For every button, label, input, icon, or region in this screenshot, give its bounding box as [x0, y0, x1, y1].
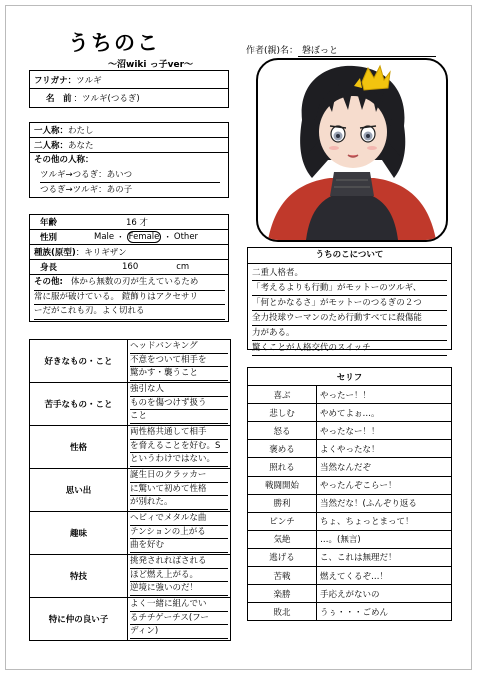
other-pronouns-label: その他の人称： — [34, 155, 94, 165]
serifu-line: 当然なんだぞ — [317, 458, 452, 476]
sex-option-male: Male — [94, 232, 115, 242]
name-box — [29, 70, 229, 108]
profile-row — [30, 426, 231, 469]
profile-line: 不意をついて相手を — [130, 354, 228, 368]
profile-row — [30, 383, 231, 426]
serifu-line: …。(無言) — [317, 530, 452, 548]
profile-line: 驚かす・襲うこと — [130, 367, 228, 381]
serifu-situation: 喜ぶ — [248, 386, 317, 404]
profile-line: ディン) — [130, 625, 228, 639]
page-title: うちのこ — [68, 31, 160, 55]
serifu-row — [248, 422, 452, 440]
profile-line: テンションの上がる — [130, 526, 228, 540]
character-illustration — [258, 60, 446, 240]
profile-label: 好きなもの・こと — [30, 340, 128, 383]
name-value: ：ツルギ(つるぎ) — [73, 94, 140, 104]
profile-label: 苦手なもの・こと — [30, 383, 128, 426]
profile-line: 強引な人 — [130, 383, 228, 397]
first-person-value: わたし — [68, 126, 94, 136]
other-pronouns-list — [30, 168, 228, 198]
serifu-row — [248, 603, 452, 621]
serifu-row — [248, 386, 452, 404]
serifu-situation: 怒る — [248, 422, 317, 440]
other-label: その他: — [34, 277, 63, 287]
serifu-row — [248, 567, 452, 585]
serifu-line: 当然だな！(ふんぞり返る — [317, 494, 452, 512]
pronouns-box — [29, 122, 229, 198]
furigana-value: ツルギ — [76, 75, 102, 86]
profile-row — [30, 340, 231, 383]
serifu-situation: 苦戦 — [248, 567, 317, 585]
about-line: 「考えるよりも行動」がモットーのツルギ、 — [252, 281, 447, 296]
serifu-row — [248, 458, 452, 476]
height-value: 160 — [122, 262, 139, 272]
profile-line: ヘビィでメタルな曲 — [130, 512, 228, 526]
profile-row — [30, 598, 231, 641]
profile-line: 誕生日のクラッカー — [130, 469, 228, 483]
author-value: 磐ぼっと — [298, 43, 436, 57]
serifu-situation: ピンチ — [248, 512, 317, 530]
profile-row — [30, 469, 231, 512]
profile-value — [128, 469, 231, 512]
profile-line: よく一緒に組んでい — [130, 598, 228, 612]
profile-value — [128, 598, 231, 641]
serifu-line: やめてよぉ…。 — [317, 404, 452, 422]
profile-line: というわけではない。 — [130, 453, 228, 467]
serifu-line: やったー！！ — [317, 386, 452, 404]
serifu-line: やったんぞこらー！ — [317, 476, 452, 494]
other-pronoun-item: つるぎ→ツルギ：あの子 — [40, 183, 220, 198]
stats-box — [29, 214, 229, 322]
serifu-situation: 勝利 — [248, 494, 317, 512]
about-line: 力がある。 — [252, 326, 447, 341]
serifu-situation: 楽勝 — [248, 585, 317, 603]
profile-value — [128, 426, 231, 469]
name-label: 名 前 — [46, 94, 72, 104]
profile-line: 曲を好む — [130, 539, 228, 553]
species-row — [30, 245, 228, 260]
second-person-value: あなた — [68, 141, 94, 151]
profile-line: ほど燃え上がる。 — [130, 569, 228, 583]
serifu-line: こ、これは無理だ！ — [317, 548, 452, 566]
other-line: 常に服が破けている。 鎧飾りはアクセサリ — [34, 291, 225, 306]
serifu-situation: 戦闘開始 — [248, 476, 317, 494]
profile-line: 両性格共通して相手 — [130, 426, 228, 440]
profile-label: 趣味 — [30, 512, 128, 555]
serifu-row — [248, 476, 452, 494]
serifu-line: やったなー！！ — [317, 422, 452, 440]
serifu-line: ちょ、ちょっとまって！ — [317, 512, 452, 530]
serifu-line: うぅ・・・ごめん — [317, 603, 452, 621]
profile-value — [128, 383, 231, 426]
profile-label: 思い出 — [30, 469, 128, 512]
height-row — [30, 260, 228, 275]
serifu-heading-row — [248, 368, 452, 386]
serifu-line: 手応えがないの — [317, 585, 452, 603]
species-label: 種族(原型) — [34, 248, 76, 258]
serifu-line: よくやったな！ — [317, 440, 452, 458]
profile-line: ヘッドバンキング — [130, 340, 228, 354]
serifu-row — [248, 494, 452, 512]
profile-label: 特技 — [30, 555, 128, 598]
age-row — [30, 215, 228, 230]
sex-row: 性別 Male ・ Female ・ Other — [30, 230, 228, 245]
serifu-situation: 褒める — [248, 440, 317, 458]
profile-line: ものを傷つけず扱う — [130, 397, 228, 411]
about-heading: うちのこについて — [248, 248, 451, 264]
profile-line: 逆境に強いのだ！ — [130, 582, 228, 596]
profile-label: 性格 — [30, 426, 128, 469]
author-label: 作者(親)名： — [246, 46, 299, 56]
serifu-row — [248, 585, 452, 603]
other-line: ーだがこれも刃。よく切れる — [34, 305, 225, 320]
about-line: 全力投球ウーマンのため行動すべてに殺傷能 — [252, 311, 447, 326]
furigana-label: フリガナ： — [34, 75, 77, 86]
height-unit: cm — [176, 262, 190, 272]
profile-table — [29, 339, 231, 641]
sex-label: 性別 — [40, 233, 58, 243]
profile-line: るチチゲーチス(フー — [130, 612, 228, 626]
about-line: 「何とかなるさ」がモットーのつるぎの２つ — [252, 296, 447, 311]
page-subtitle: 〜沼wiki っ子ver〜 — [108, 60, 194, 70]
profile-value — [128, 555, 231, 598]
profile-line: こと — [130, 410, 228, 424]
serifu-row — [248, 530, 452, 548]
serifu-situation: 悲しむ — [248, 404, 317, 422]
serifu-row — [248, 404, 452, 422]
profile-row — [30, 555, 231, 598]
about-line: 驚くことが人格交代のスイッチ — [252, 341, 447, 356]
serifu-situation: 逃げる — [248, 548, 317, 566]
age-value: 16 才 — [126, 218, 149, 228]
other-pronouns-row — [30, 153, 228, 168]
second-person-label: 二人称： — [34, 141, 69, 151]
other-pronoun-item: ツルギ→つるぎ：あいつ — [40, 168, 220, 183]
profile-value — [128, 512, 231, 555]
profile-value — [128, 340, 231, 383]
serifu-situation: 気絶 — [248, 530, 317, 548]
height-label: 身長 — [40, 263, 58, 273]
other-notes — [30, 275, 228, 320]
profile-line: 挑発されればされる — [130, 555, 228, 569]
serifu-line: 燃えてくるぞ…！ — [317, 567, 452, 585]
sex-option-other: Other — [173, 232, 199, 242]
name-row — [30, 89, 228, 107]
first-person-row — [30, 123, 228, 138]
profile-line: が別れた。 — [130, 496, 228, 510]
serifu-table — [247, 367, 452, 621]
furigana-row — [30, 71, 228, 89]
about-box — [247, 247, 452, 353]
serifu-situation: 照れる — [248, 458, 317, 476]
sex-option-female: Female — [128, 232, 160, 242]
age-label: 年齢 — [40, 218, 58, 228]
species-value: ：キリギザン — [75, 248, 127, 258]
serifu-situation: 敗北 — [248, 603, 317, 621]
author-line — [246, 43, 436, 57]
profile-line: に驚いて初めて性格 — [130, 483, 228, 497]
serifu-heading: セリフ — [248, 368, 452, 386]
about-text — [248, 264, 451, 356]
serifu-row — [248, 512, 452, 530]
character-portrait — [256, 58, 448, 242]
first-person-label: 一人称： — [34, 126, 69, 136]
serifu-row — [248, 548, 452, 566]
other-line: 体から無数の刃が生えているため — [70, 277, 199, 287]
about-line: 二重人格者。 — [252, 266, 447, 281]
profile-row — [30, 512, 231, 555]
profile-label: 特に仲の良い子 — [30, 598, 128, 641]
second-person-row — [30, 138, 228, 153]
profile-line: を脅えることを好む。S — [130, 440, 228, 454]
serifu-row — [248, 440, 452, 458]
